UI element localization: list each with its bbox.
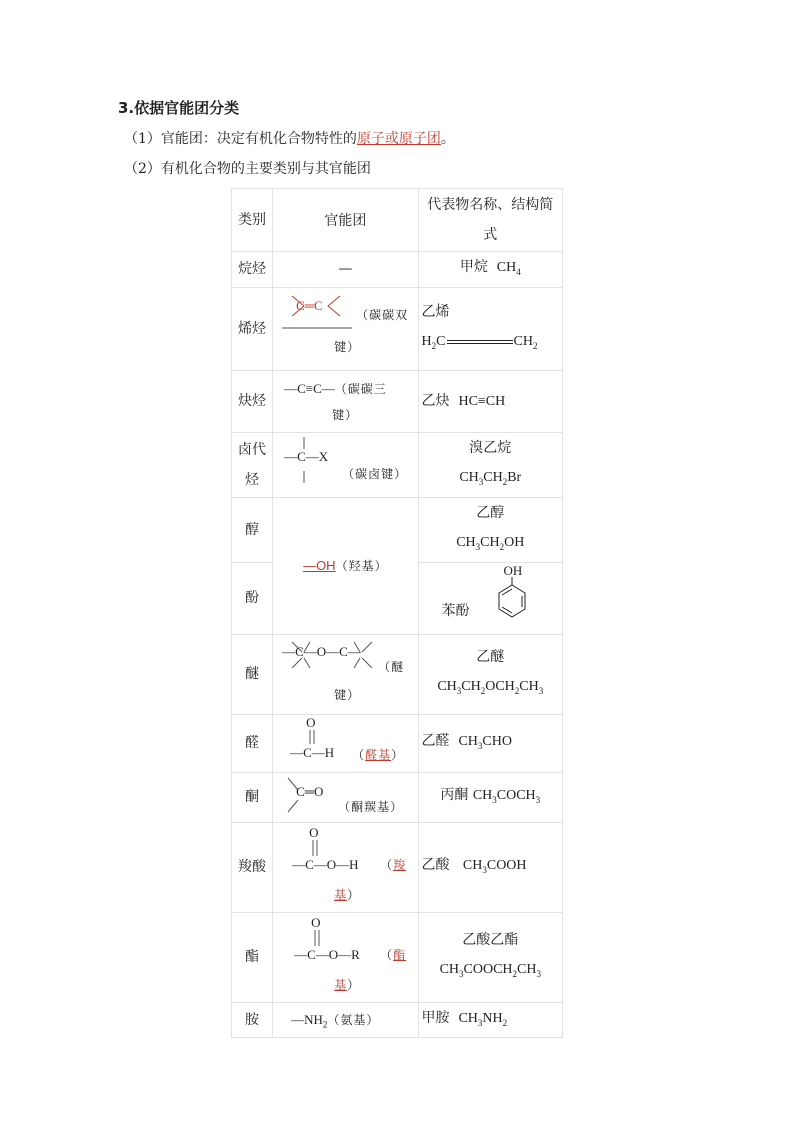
ether-atoms: —C—O—C—: [282, 644, 361, 660]
fg-cell: [273, 497, 418, 634]
rep-formula: $CH_3COOCH_2CH_3$: [439, 962, 541, 979]
fg-cell: [273, 432, 418, 497]
fg-note-wrap: （醛基）: [352, 748, 405, 763]
header-functional-group: 官能团: [273, 189, 418, 252]
table-row: [232, 1002, 563, 1038]
rep-name: 乙烯: [421, 303, 450, 320]
rep-formula: $CH_3CH_2OCH_2CH_3$: [437, 679, 544, 696]
rep-cell: 乙醛 $CH_3CHO$: [418, 714, 562, 772]
table-row: [232, 432, 563, 497]
fg-oxygen: O: [309, 825, 319, 841]
fg-note: （羟基）: [335, 559, 388, 574]
rep-name: 丙酮: [440, 786, 469, 803]
section-heading: 3.依据官能团分类: [118, 99, 240, 117]
table-row: [232, 497, 563, 562]
table-row: [232, 287, 563, 370]
table-row: [232, 714, 563, 772]
double-bond-icon: [312, 930, 322, 946]
rep-cell: [418, 370, 562, 432]
fg-note: （氨基）: [327, 1012, 380, 1027]
fg-note: （碳卤键）: [342, 466, 408, 481]
class-cell: 醚: [232, 634, 273, 714]
fg-oxygen: O: [306, 715, 316, 731]
rep-cell: [418, 287, 562, 370]
fg-atoms: —C—H: [290, 745, 335, 761]
fg-cell: $—NH_2$（氨基）: [273, 1002, 418, 1038]
class-cell: 胺: [232, 1002, 273, 1038]
fg-note: （碳碳三: [334, 382, 387, 397]
class-cell: 烯烃: [232, 287, 273, 370]
fg-note: 基）: [334, 978, 361, 993]
class-cell: 醛: [232, 714, 273, 772]
rep-name: 乙酸: [421, 856, 450, 873]
fg-atoms: —C—O—R: [294, 947, 360, 963]
rep-name: 乙炔: [421, 392, 450, 409]
table-header-row: [232, 189, 563, 252]
rep-cell: [418, 912, 562, 1002]
fg-note-2: 键）: [332, 408, 359, 423]
definition-suffix: 。: [440, 131, 455, 147]
fg-formula: —OH: [303, 558, 336, 574]
double-bond-icon: [310, 840, 320, 856]
table-row: [232, 912, 563, 1002]
fg-cell: [273, 772, 418, 822]
rep-name: 乙醇: [476, 504, 505, 521]
functional-group-table: [231, 188, 563, 1038]
fg-cell: [273, 912, 418, 1002]
double-bond-icon: [307, 730, 317, 744]
table-row: [232, 634, 563, 714]
rep-cell: 丙酮 $CH_3COCH_3$: [418, 772, 562, 822]
benzene-ring-icon: [494, 577, 530, 627]
rep-name: 苯酚: [441, 603, 470, 620]
fg-atoms: C═O: [296, 784, 324, 800]
definition-line: [124, 128, 455, 148]
header-representative: 代表物名称、结构简式: [418, 189, 562, 252]
rep-cell: 甲胺 $CH_3NH_2$: [418, 1002, 562, 1038]
phenol-oh: OH: [503, 563, 523, 579]
definition-prefix: （1）官能团：决定有机化合物特性的: [124, 131, 357, 147]
fg-cell: [273, 714, 418, 772]
rep-name: 乙酸乙酯: [462, 932, 519, 949]
fg-note: 醛基: [365, 748, 392, 763]
class-cell: 卤代烃: [232, 432, 273, 497]
fg-cell: [273, 287, 418, 370]
rep-formula: HC≡CH: [458, 393, 506, 409]
fg-note-2: 键）: [334, 339, 361, 354]
rep-cell: [418, 562, 562, 634]
rep-name: 溴乙烷: [469, 439, 512, 456]
class-cell: 醇: [232, 497, 273, 562]
class-cell: 炔烃: [232, 370, 273, 432]
table-row: [232, 822, 563, 912]
fg-formula: —C≡C—: [284, 381, 335, 397]
rep-cell: [418, 634, 562, 714]
class-cell: 酮: [232, 772, 273, 822]
rep-cell: 甲烷 $CH_4$: [418, 252, 562, 288]
rep-formula: $CH_3CH_2Br$: [459, 469, 522, 487]
fg-note: （醚: [378, 660, 405, 675]
fg-note: 基）: [334, 888, 361, 903]
class-cell: 羧酸: [232, 822, 273, 912]
fg-cell: —: [273, 252, 418, 288]
table-row: [232, 370, 563, 432]
rep-formula: $H_2C$ $CH_2$: [421, 333, 538, 351]
halide-atoms: —C—X: [284, 448, 329, 464]
rep-name: 甲烷: [459, 259, 488, 275]
table-row: [232, 252, 563, 288]
fg-note-open: （羧: [380, 858, 407, 873]
table-row: [232, 772, 563, 822]
rep-name: 甲胺: [421, 1009, 450, 1026]
definition-highlight: 原子或原子团: [356, 131, 441, 147]
fg-note-open: （酯: [380, 948, 407, 963]
fg-cell: [273, 822, 418, 912]
fg-oxygen: O: [311, 915, 321, 931]
fg-cell: [273, 634, 418, 714]
subheading-line: （2）有机化合物的主要类别与其官能团: [124, 161, 371, 177]
rep-name: 乙醚: [476, 649, 505, 666]
alkene-atoms: C═C: [296, 297, 323, 313]
class-cell: 酚: [232, 562, 273, 634]
fg-cell: [273, 370, 418, 432]
rep-cell: [418, 497, 562, 562]
header-class: 类别: [232, 189, 273, 252]
fg-note: （碳碳双: [356, 307, 409, 322]
rep-formula: $CH_3CH_2OH$: [456, 534, 525, 552]
fg-note-2: 键）: [334, 688, 361, 703]
rep-name: 乙醛: [421, 732, 450, 749]
class-cell: 烷烃: [232, 252, 273, 288]
fg-note: （酮羰基）: [338, 800, 404, 815]
class-cell: 酯: [232, 912, 273, 1002]
rep-cell: [418, 432, 562, 497]
rep-cell: 乙酸 $CH_3COOH$: [418, 822, 562, 912]
fg-atoms: —C—O—H: [292, 857, 359, 873]
